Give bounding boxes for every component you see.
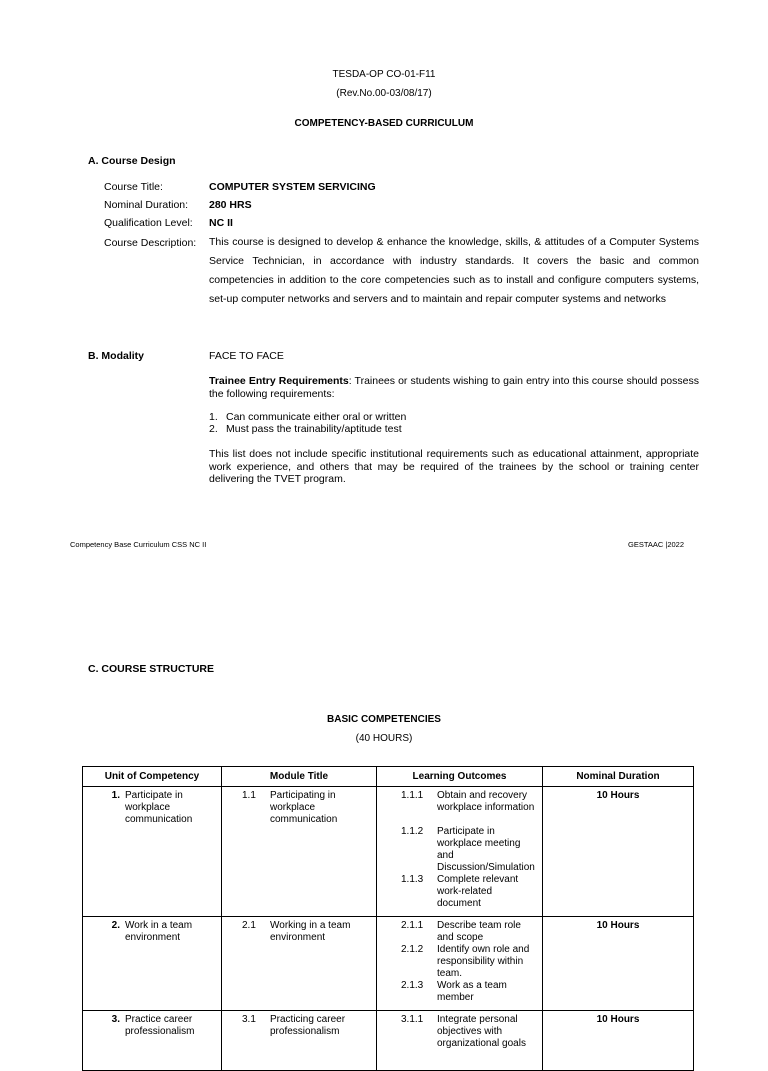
entry-requirements-paragraph (209, 375, 699, 400)
footer-right: GESTAAC |2022 (628, 540, 685, 549)
outcome-text: Work as a team member (437, 980, 507, 1003)
outcome-text: Complete relevant work-related document (437, 874, 519, 909)
column-header-outcomes: Learning Outcomes (377, 767, 543, 787)
duration-value: 280 HRS (209, 199, 252, 211)
footer-left: Competency Base Curriculum CSS NC II (70, 540, 207, 549)
module-cell (222, 1011, 377, 1071)
entry-requirements-heading: Trainee Entry Requirements (209, 375, 349, 387)
unit-cell (83, 1011, 222, 1071)
module-number: 2.1 (242, 920, 256, 931)
duration-cell (543, 1011, 694, 1071)
module-cell (222, 917, 377, 1011)
table-title: BASIC COMPETENCIES (327, 714, 441, 725)
learning-outcome (381, 826, 538, 874)
outcomes-cell (377, 917, 543, 1011)
module-title: Participating in workplace communication (270, 790, 338, 825)
outcomes-cell (377, 787, 543, 917)
learning-outcome (381, 1014, 538, 1050)
learning-outcome (381, 790, 538, 814)
outcome-number: 2.1.1 (401, 920, 424, 931)
course-description: This course is designed to develop & enhance the knowledge, skills, & attitudes of a Computer Systems Service Technician, in accordance with industry standards. It covers the basic and common competencies in addition to the core competencies such as to install and configure computers systems, set-up computer networks and servers and to maintain and repair computer systems and networks (209, 236, 699, 305)
table-header-row (83, 767, 694, 787)
module-cell (222, 787, 377, 917)
outcome-number: 2.1.3 (401, 980, 424, 991)
requirement-text: Must pass the trainability/aptitude test (226, 423, 402, 435)
unit-title: Practice career professionalism (125, 1014, 195, 1037)
qualification-value: NC II (209, 217, 233, 229)
learning-outcome (381, 874, 538, 910)
requirement-item (209, 411, 406, 424)
requirement-text: Can communicate either oral or written (226, 411, 407, 423)
requirement-item (209, 423, 402, 436)
requirements-note: This list does not include specific institutional requirements such as educational attainment, appropriate work experience, and others that may be required of the trainees by the school or training center delivering the TVET program. (209, 448, 699, 485)
unit-number: 1. (111, 790, 120, 801)
section-a-heading: A. Course Design (88, 155, 176, 167)
outcome-text: Integrate personal objectives with organizational goals (437, 1014, 526, 1049)
module-number: 3.1 (242, 1014, 256, 1025)
course-title-label: Course Title: (104, 181, 163, 193)
outcome-text: Describe team role and scope (437, 920, 521, 943)
column-header-module: Module Title (222, 767, 377, 787)
table-row (83, 787, 694, 917)
learning-outcome (381, 944, 538, 980)
nominal-duration: 10 Hours (596, 790, 640, 801)
unit-cell (83, 917, 222, 1011)
revision-number: (Rev.No.00-03/08/17) (336, 88, 432, 99)
duration-cell (543, 917, 694, 1011)
learning-outcome (381, 920, 538, 944)
module-title: Practicing career professionalism (270, 1014, 346, 1037)
requirement-number: 1. (209, 411, 218, 423)
document-title: COMPETENCY-BASED CURRICULUM (294, 118, 474, 129)
modality-value: FACE TO FACE (209, 350, 284, 362)
module-title: Working in a team environment (270, 920, 351, 943)
outcome-number: 3.1.1 (401, 1014, 424, 1025)
outcome-number: 1.1.3 (401, 874, 424, 885)
unit-title: Participate in workplace communication (125, 790, 193, 825)
table-subtitle: (40 HOURS) (355, 733, 413, 744)
qualification-label: Qualification Level: (104, 217, 193, 229)
outcome-number: 1.1.1 (401, 790, 424, 801)
unit-number: 2. (111, 920, 120, 931)
unit-number: 3. (111, 1014, 120, 1025)
outcome-text: Obtain and recovery workplace information (437, 790, 535, 813)
duration-label: Nominal Duration: (104, 199, 189, 211)
module-number: 1.1 (242, 790, 256, 801)
course-structure-table (82, 766, 694, 1071)
entry-requirements-text: : Trainees or students wishing to gain entry into this course should possess the following requirements: (209, 375, 699, 400)
requirement-number: 2. (209, 423, 218, 435)
course-title-value: COMPUTER SYSTEM SERVICING (209, 181, 376, 193)
unit-cell (83, 787, 222, 917)
description-label: Course Description: (104, 237, 197, 249)
learning-outcome (381, 980, 538, 1004)
section-c-heading: C. COURSE STRUCTURE (88, 663, 215, 675)
outcome-text: Identify own role and responsibility within team. (437, 944, 530, 979)
duration-cell (543, 787, 694, 917)
outcome-text: Participate in workplace meeting and Discussion/Simulation (437, 826, 535, 873)
table-row (83, 1011, 694, 1071)
outcome-number: 1.1.2 (401, 826, 424, 837)
section-b-heading: B. Modality (88, 350, 145, 362)
nominal-duration: 10 Hours (596, 920, 640, 931)
table-row (83, 917, 694, 1011)
outcome-number: 2.1.2 (401, 944, 424, 955)
outcomes-cell (377, 1011, 543, 1071)
column-header-unit: Unit of Competency (83, 767, 222, 787)
nominal-duration: 10 Hours (596, 1014, 640, 1025)
form-code: TESDA-OP CO-01-F11 (332, 69, 436, 80)
column-header-duration: Nominal Duration (543, 767, 694, 787)
unit-title: Work in a team environment (125, 920, 193, 943)
